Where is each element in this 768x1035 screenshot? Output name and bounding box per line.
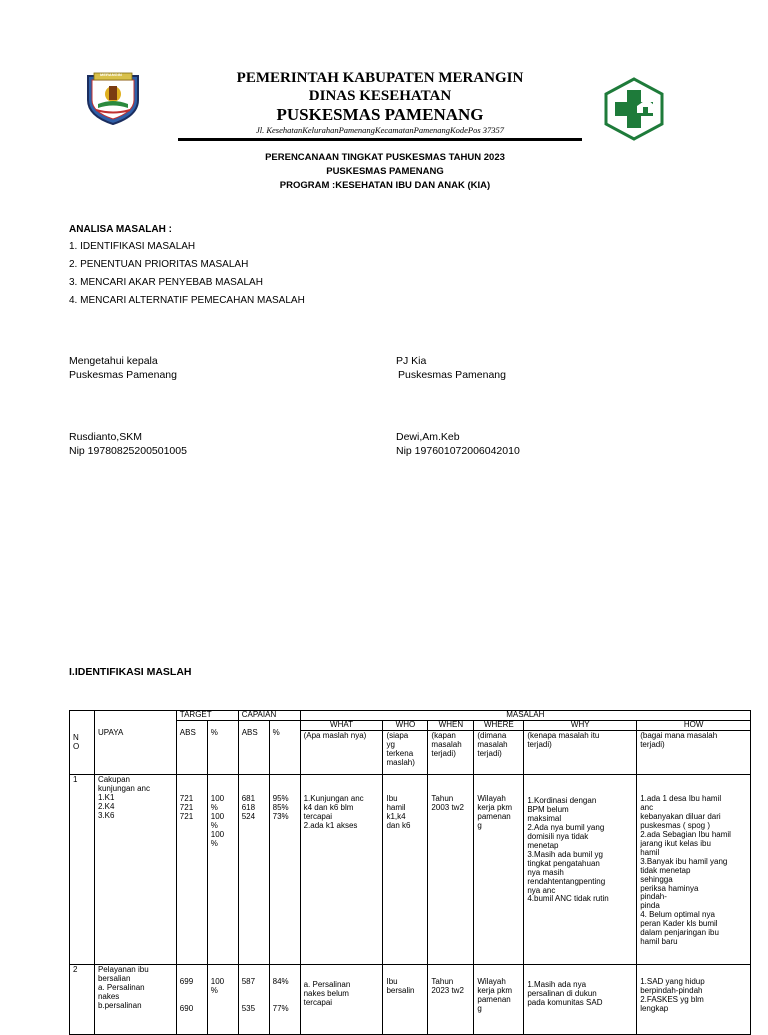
row-capaian-abs: 587 535: [238, 965, 269, 1035]
header-upaya: UPAYA: [94, 711, 176, 775]
subheader-when: (kapan masalah terjadi): [428, 731, 474, 775]
row-when: Tahun 2003 tw2: [428, 775, 474, 965]
row-capaian-abs: 681 618 524: [238, 775, 269, 965]
table-row: [70, 775, 751, 965]
header-capaian-abs: ABS: [238, 721, 269, 775]
row-why: 1.Kordinasi dengan BPM belum maksimal 2.Ada nya bumil yang domisili nya tidak menetap 3.Masih ada bumil yg tingkat pengatahuan nya masih rendahtentangpenting nya anc 4.bumil ANC tidak rutin: [524, 775, 637, 965]
signature-left-name: Rusdianto,SKM: [69, 431, 142, 443]
header-how: HOW: [637, 721, 751, 731]
row-target-pct: 100 %: [207, 965, 238, 1035]
header-target-abs: ABS: [176, 721, 207, 775]
table-row: [70, 965, 751, 1035]
row-where: Wilayah kerja pkm pamenan g: [474, 775, 524, 965]
doc-title-line1: PERENCANAAN TINGKAT PUSKESMAS TAHUN 2023: [265, 152, 505, 163]
row-no: 2: [70, 965, 95, 1035]
signature-left-nip: Nip 19780825200501005: [69, 445, 187, 457]
header-target: TARGET: [176, 711, 238, 721]
header-masalah: MASALAH: [300, 711, 750, 721]
row-how: 1.SAD yang hidup berpindah-pindah 2.FASKES yg blm lengkap: [637, 965, 751, 1035]
row-who: Ibu hamil k1,k4 dan k6: [383, 775, 428, 965]
letterhead-line3: PUSKESMAS PAMENANG: [276, 105, 484, 124]
header-why: WHY: [524, 721, 637, 731]
identification-table: [69, 710, 751, 1035]
header-when: WHEN: [428, 721, 474, 731]
subheader-who: (siapa yg terkena maslah): [383, 731, 428, 775]
signature-right-nip: Nip 197601072006042010: [396, 445, 520, 457]
subheader-where: (dimana masalah terjadi): [474, 731, 524, 775]
header-where: WHERE: [474, 721, 524, 731]
header-target-pct: %: [207, 721, 238, 775]
puskesmas-logo: [604, 77, 664, 141]
row-what: a. Persalinan nakes belum tercapai: [300, 965, 383, 1035]
subheader-what: (Apa maslah nya): [300, 731, 383, 775]
row-no: 1: [70, 775, 95, 965]
row-target-pct: 100 % 100 % 100 %: [207, 775, 238, 965]
logo-left-text: MERANGIN: [100, 72, 122, 77]
analysis-heading: ANALISA MASALAH :: [69, 224, 172, 235]
header-no: N O: [70, 711, 95, 775]
analysis-item: 4. MENCARI ALTERNATIF PEMECAHAN MASALAH: [69, 295, 305, 306]
row-where: Wilayah kerja pkm pamenan g: [474, 965, 524, 1035]
merangin-logo: [84, 70, 142, 126]
doc-title-line2: PUSKESMAS PAMENANG: [326, 166, 444, 177]
row-target-abs: 699 690: [176, 965, 207, 1035]
row-upaya: Pelayanan ibu bersalian a. Persalinan nakes b.persalinan: [94, 965, 176, 1035]
signature-left-role2: Puskesmas Pamenang: [69, 369, 177, 381]
row-upaya: Cakupan kunjungan anc 1.K1 2.K4 3.K6: [94, 775, 176, 965]
letterhead-line2: DINAS KESEHATAN: [308, 88, 452, 104]
row-capaian-pct: 84% 77%: [269, 965, 300, 1035]
header-capaian-pct: %: [269, 721, 300, 775]
subheader-how: (bagai mana masalah terjadi): [637, 731, 751, 775]
row-how: 1.ada 1 desa Ibu hamil anc kebanyakan diluar dari puskesmas ( spog ) 2.ada Sebagian Ibu hamil jarang ikut kelas ibu hamil 3.Banyak ibu hamil yang tidak menetap sehingga periksa haminya pindah- pinda 4. Belum optimal nya peran Kader kls bumil dalam penjaringan ibu hamil baru: [637, 775, 751, 965]
signature-left-role1: Mengetahui kepala: [69, 355, 158, 367]
doc-title-line3: PROGRAM :KESEHATAN IBU DAN ANAK (KIA): [279, 180, 491, 191]
letterhead-line1: PEMERINTAH KABUPATEN MERANGIN: [236, 70, 524, 86]
row-what: 1.Kunjungan anc k4 dan k6 blm tercapai 2.ada k1 akses: [300, 775, 383, 965]
letterhead-address: Jl. KesehatanKelurahanPamenangKecamatanPamenangKodePos 37357: [255, 125, 505, 135]
header-who: WHO: [383, 721, 428, 731]
row-capaian-pct: 95% 85% 73%: [269, 775, 300, 965]
section-title: I.IDENTIFIKASI MASLAH: [69, 666, 192, 678]
merangin-emblem-icon: [84, 70, 142, 126]
puskesmas-cross-icon: [604, 77, 664, 141]
header-what: WHAT: [300, 721, 383, 731]
row-target-abs: 721 721 721: [176, 775, 207, 965]
row-who: Ibu bersalin: [383, 965, 428, 1035]
signature-right-name: Dewi,Am.Keb: [396, 431, 460, 443]
analysis-item: 1. IDENTIFIKASI MASALAH: [69, 241, 196, 252]
signature-right-role2: Puskesmas Pamenang: [398, 369, 506, 381]
analysis-item: 3. MENCARI AKAR PENYEBAB MASALAH: [69, 277, 263, 288]
header-capaian: CAPAIAN: [238, 711, 300, 721]
subheader-why: (kenapa masalah itu terjadi): [524, 731, 637, 775]
letterhead-rule: [178, 138, 582, 141]
row-why: 1.Masih ada nya persalinan di dukun pada komunitas SAD: [524, 965, 637, 1035]
analysis-item: 2. PENENTUAN PRIORITAS MASALAH: [69, 259, 249, 270]
signature-right-role1: PJ Kia: [396, 355, 427, 367]
row-when: Tahun 2023 tw2: [428, 965, 474, 1035]
